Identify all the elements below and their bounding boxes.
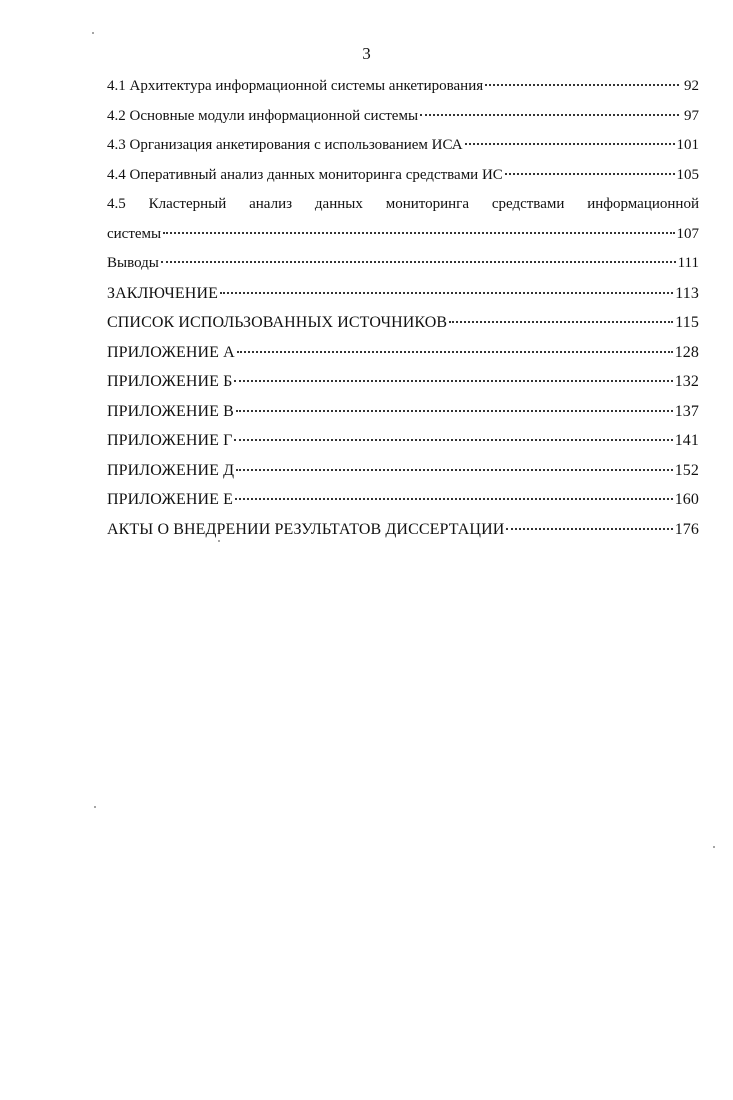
toc-entry-title-first-line bbox=[107, 190, 699, 220]
toc-dot-leader bbox=[506, 526, 672, 530]
toc-dot-leader bbox=[236, 467, 673, 471]
toc-entry-page: 137 bbox=[674, 402, 699, 420]
toc-entry-title: ПРИЛОЖЕНИЕ Г bbox=[107, 432, 233, 449]
toc-entry-title: ЗАКЛЮЧЕНИЕ bbox=[107, 284, 218, 302]
toc-entry-title: ПРИЛОЖЕНИЕ Е bbox=[107, 491, 233, 508]
toc-entry-page: 113 bbox=[675, 284, 699, 302]
toc-dot-leader bbox=[234, 437, 672, 441]
toc-entry-page: 176 bbox=[674, 520, 699, 538]
toc-entry-title: СПИСОК ИСПОЛЬЗОВАННЫХ ИСТОЧНИКОВ bbox=[107, 314, 448, 331]
toc-entry bbox=[107, 131, 699, 161]
toc-entry-page: 132 bbox=[674, 373, 699, 390]
toc-word: анализ bbox=[249, 196, 293, 212]
toc-entry-page: 111 bbox=[677, 255, 699, 271]
toc-entry bbox=[107, 308, 699, 338]
toc-word: Кластерный bbox=[148, 196, 227, 212]
toc-entry-title: ПРИЛОЖЕНИЕ Б bbox=[107, 373, 233, 390]
toc-entry-title: 4.1 Архитектура информационной системы анкетирования bbox=[107, 78, 484, 94]
toc-dot-leader bbox=[161, 259, 676, 263]
toc-entry-wrapped bbox=[107, 190, 699, 249]
toc-dot-leader bbox=[505, 171, 675, 175]
toc-entry bbox=[107, 485, 699, 515]
toc-entry-page: 107 bbox=[676, 225, 699, 242]
toc-entry-title: системы bbox=[107, 225, 162, 242]
toc-word: 4.5 bbox=[107, 196, 126, 212]
toc-entry-page: 115 bbox=[675, 314, 699, 331]
toc-entry-title: 4.2 Основные модули информационной системы bbox=[107, 107, 419, 124]
toc-entry-title: Выводы bbox=[107, 255, 159, 271]
toc-entry-page: 160 bbox=[674, 491, 699, 508]
toc-dot-leader bbox=[234, 378, 672, 382]
table-of-contents bbox=[107, 72, 699, 544]
toc-entry-page: 105 bbox=[676, 166, 699, 183]
toc-word: мониторинга bbox=[385, 196, 469, 212]
toc-dot-leader bbox=[465, 141, 675, 145]
toc-dot-leader bbox=[236, 408, 673, 412]
toc-entry bbox=[107, 456, 699, 486]
toc-entry bbox=[107, 279, 699, 309]
toc-dot-leader bbox=[420, 112, 679, 116]
toc-entry-title: 4.4 Оперативный анализ данных мониторинга средствами ИС bbox=[107, 166, 503, 183]
toc-entry-title-last-line bbox=[107, 220, 699, 250]
toc-entry bbox=[107, 72, 699, 102]
toc-word: данных bbox=[314, 196, 363, 212]
toc-entry bbox=[107, 102, 699, 132]
toc-entry bbox=[107, 161, 699, 191]
toc-entry bbox=[107, 426, 699, 456]
toc-entry bbox=[107, 515, 699, 545]
toc-entry-page: 97 bbox=[684, 107, 699, 124]
toc-word: средствами bbox=[491, 196, 565, 212]
toc-entry-page: 141 bbox=[674, 432, 699, 449]
toc-entry bbox=[107, 249, 699, 279]
toc-dot-leader bbox=[485, 82, 679, 86]
toc-entry-page: 101 bbox=[676, 137, 699, 153]
scan-speck bbox=[713, 846, 715, 848]
scan-speck bbox=[94, 806, 96, 808]
scan-speck bbox=[92, 32, 94, 34]
toc-entry-title: 4.3 Организация анкетирования с использованием ИСА bbox=[107, 137, 463, 153]
toc-dot-leader bbox=[235, 496, 673, 500]
toc-entry-page: 152 bbox=[674, 461, 699, 479]
toc-dot-leader bbox=[237, 349, 673, 353]
toc-entry-page: 92 bbox=[684, 78, 699, 94]
toc-entry-page: 128 bbox=[674, 343, 699, 361]
toc-dot-leader bbox=[449, 319, 673, 323]
toc-entry-title: ПРИЛОЖЕНИЕ Д bbox=[107, 461, 235, 479]
scan-speck bbox=[218, 540, 220, 542]
toc-entry bbox=[107, 397, 699, 427]
toc-entry bbox=[107, 338, 699, 368]
toc-entry-title: ПРИЛОЖЕНИЕ В bbox=[107, 402, 234, 420]
toc-entry bbox=[107, 367, 699, 397]
toc-entry-title: ПРИЛОЖЕНИЕ А bbox=[107, 343, 235, 361]
toc-dot-leader bbox=[163, 230, 674, 234]
toc-dot-leader bbox=[220, 290, 673, 294]
toc-word: информационной bbox=[587, 196, 699, 212]
page-number: 3 bbox=[362, 44, 371, 63]
toc-entry-title: АКТЫ О ВНЕДРЕНИИ РЕЗУЛЬТАТОВ ДИССЕРТАЦИИ bbox=[107, 520, 505, 538]
